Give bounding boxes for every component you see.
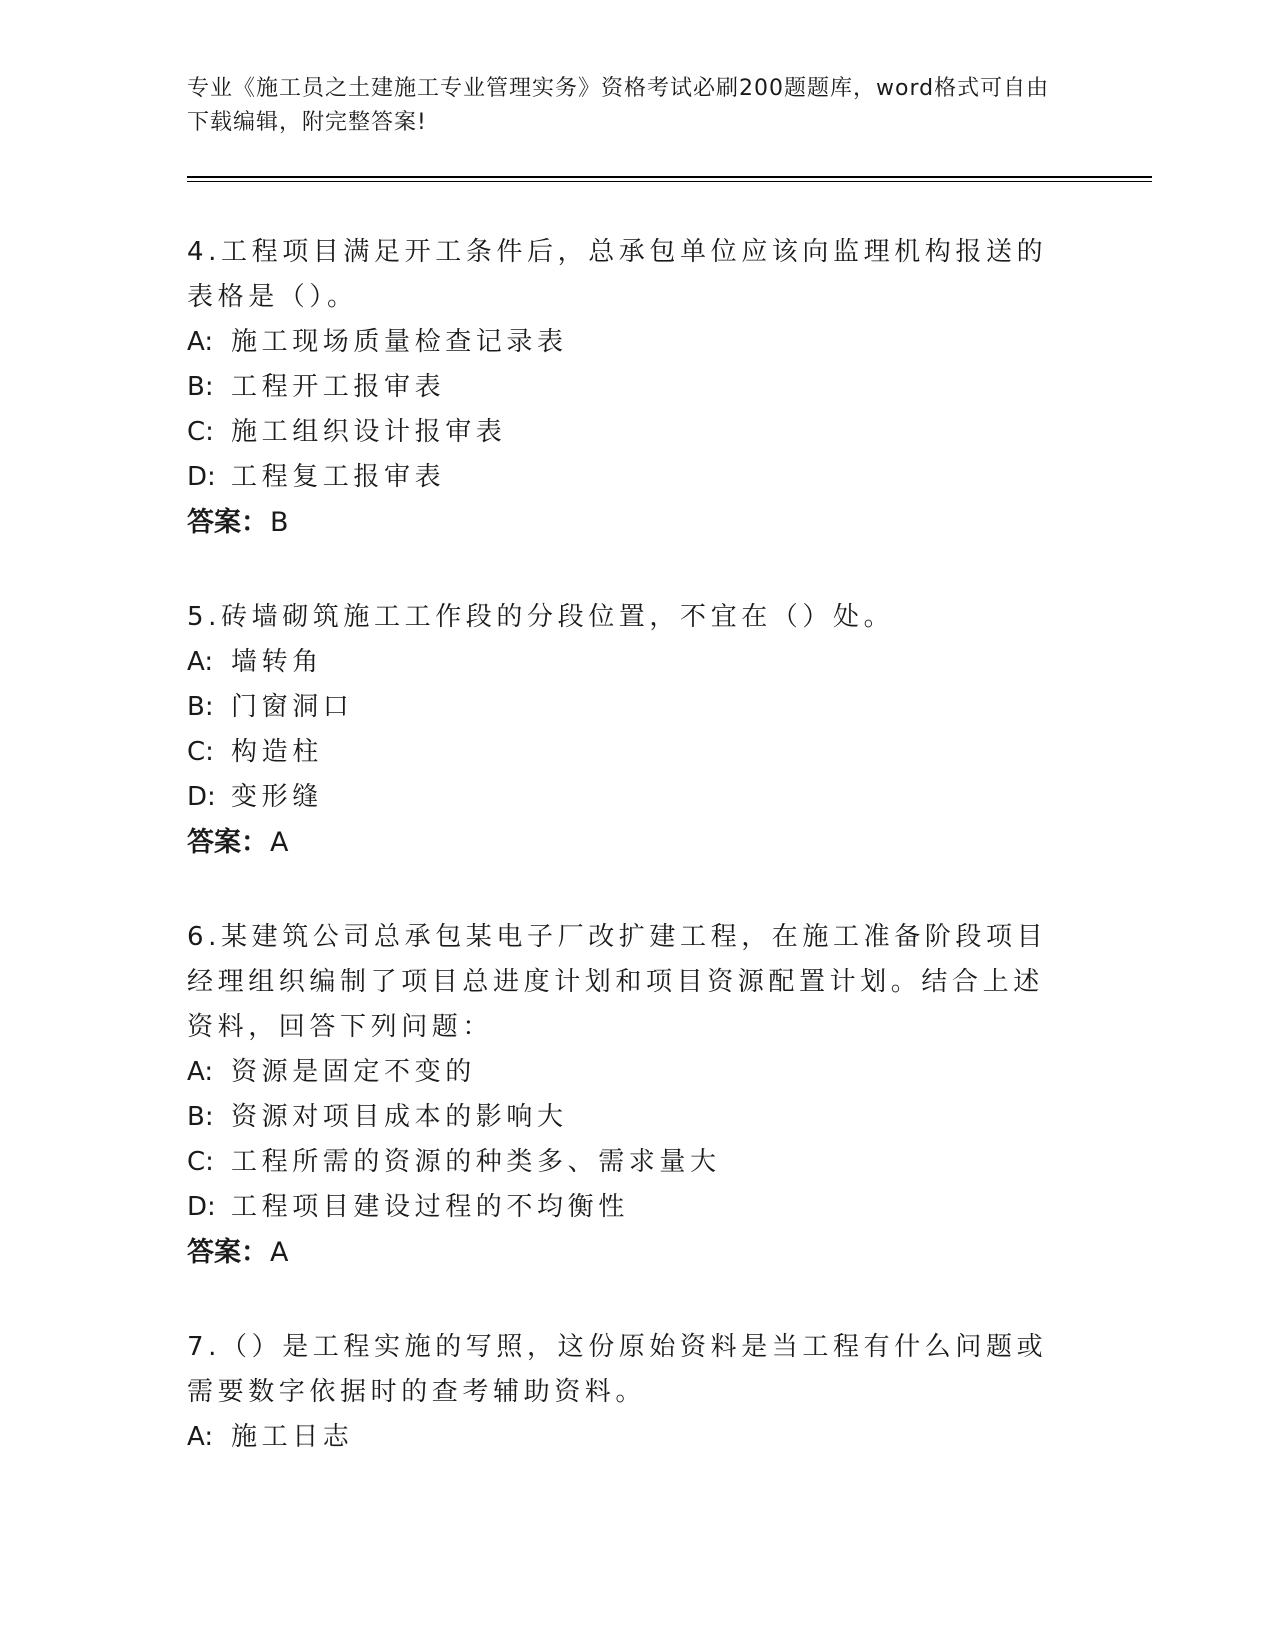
- answer-line: [187, 500, 1067, 545]
- option-text: 施工组织设计报审表: [231, 417, 507, 447]
- option-d: [187, 775, 1067, 820]
- option-c: [187, 1140, 1067, 1185]
- question-list: [187, 230, 1067, 1510]
- option-a: [187, 640, 1067, 685]
- option-text: 施工现场质量检查记录表: [231, 327, 568, 357]
- answer-value: A: [270, 827, 289, 858]
- option-letter: B:: [187, 692, 214, 722]
- question-item: [187, 230, 1067, 545]
- option-letter: D:: [187, 462, 216, 492]
- option-d: [187, 455, 1067, 500]
- option-c: [187, 730, 1067, 775]
- option-a: [187, 1050, 1067, 1095]
- answer-line: [187, 1230, 1067, 1275]
- option-text: 资源对项目成本的影响大: [231, 1102, 568, 1132]
- option-text: 工程所需的资源的种类多、需求量大: [231, 1147, 721, 1177]
- question-text: 4.工程项目满足开工条件后，总承包单位应该向监理机构报送的表格是（）。: [187, 237, 1048, 312]
- option-letter: B:: [187, 1102, 214, 1132]
- answer-value: B: [270, 507, 289, 538]
- option-text: 墙转角: [231, 647, 323, 677]
- option-letter: A:: [187, 1422, 214, 1452]
- option-letter: D:: [187, 1192, 216, 1222]
- option-letter: C:: [187, 737, 214, 767]
- question-item: [187, 915, 1067, 1275]
- header-rule-thick: [187, 176, 1152, 178]
- option-letter: C:: [187, 1147, 214, 1177]
- option-letter: A:: [187, 327, 214, 357]
- answer-label: 答案：: [187, 507, 268, 538]
- answer-label: 答案：: [187, 827, 268, 858]
- answer-value: A: [270, 1237, 289, 1268]
- option-text: 工程项目建设过程的不均衡性: [231, 1192, 629, 1222]
- option-b: [187, 1095, 1067, 1140]
- question-text: 7.（）是工程实施的写照，这份原始资料是当工程有什么问题或需要数字依据时的查考辅助资料。: [187, 1332, 1048, 1407]
- option-text: 工程开工报审表: [231, 372, 446, 402]
- option-c: [187, 410, 1067, 455]
- option-b: [187, 685, 1067, 730]
- answer-label: 答案：: [187, 1237, 268, 1268]
- question-item: [187, 595, 1067, 865]
- option-text: 门窗洞口: [231, 692, 354, 722]
- option-a: [187, 320, 1067, 365]
- option-text: 构造柱: [231, 737, 323, 767]
- option-d: [187, 1185, 1067, 1230]
- option-text: 变形缝: [231, 782, 323, 812]
- option-text: 资源是固定不变的: [231, 1057, 476, 1087]
- option-letter: C:: [187, 417, 214, 447]
- option-text: 施工日志: [231, 1422, 354, 1452]
- question-item: [187, 1325, 1067, 1460]
- option-letter: A:: [187, 647, 214, 677]
- option-a: [187, 1415, 1067, 1460]
- document-header: 专业《施工员之土建施工专业管理实务》资格考试必刷200题题库，word格式可自由下载编辑，附完整答案!: [187, 76, 1050, 135]
- question-text: 6.某建筑公司总承包某电子厂改扩建工程，在施工准备阶段项目经理组织编制了项目总进度计划和项目资源配置计划。结合上述资料，回答下列问题：: [187, 922, 1048, 1042]
- option-text: 工程复工报审表: [231, 462, 446, 492]
- option-b: [187, 365, 1067, 410]
- header-rule-thin: [187, 181, 1152, 182]
- option-letter: A:: [187, 1057, 214, 1087]
- answer-line: [187, 820, 1067, 865]
- question-text: 5.砖墙砌筑施工工作段的分段位置，不宜在（）处。: [187, 602, 895, 632]
- option-letter: B:: [187, 372, 214, 402]
- option-letter: D:: [187, 782, 216, 812]
